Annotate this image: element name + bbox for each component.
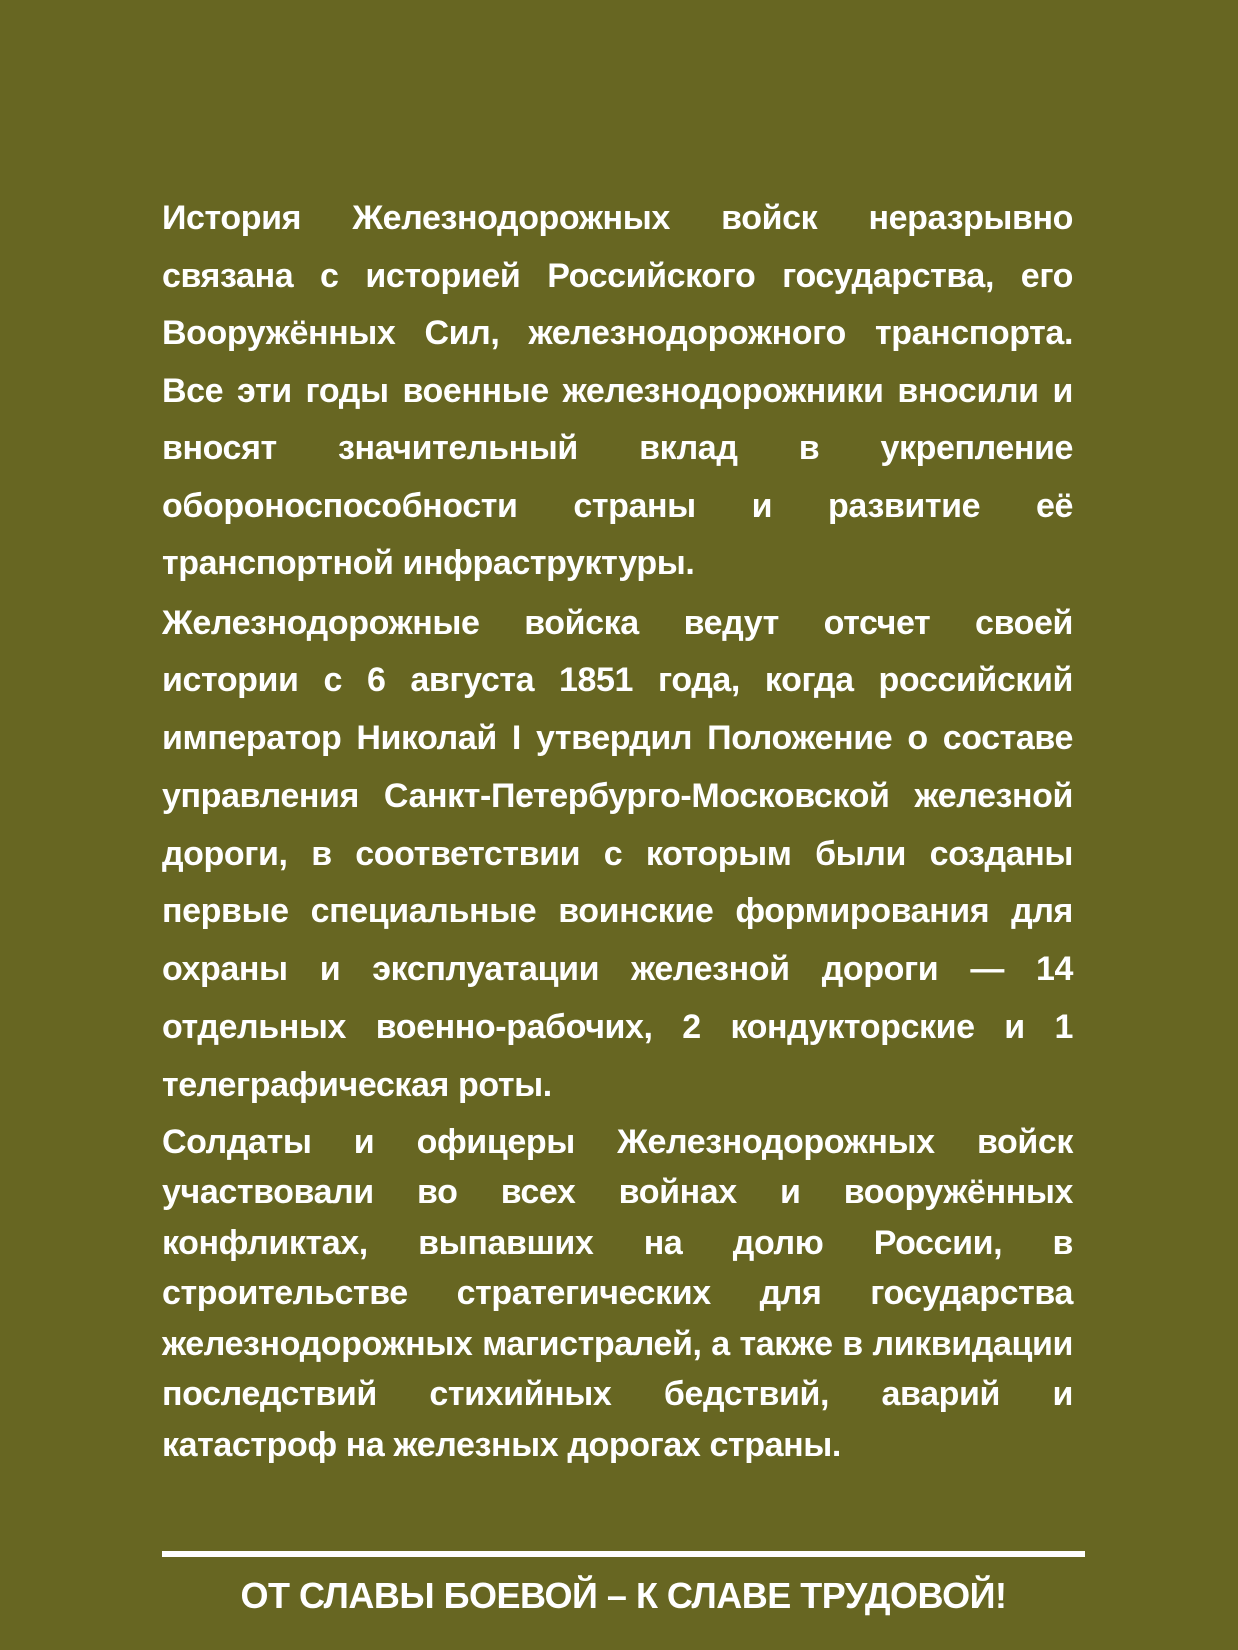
slogan-divider — [162, 1551, 1085, 1557]
paragraph-founding: Железнодорожные войска ведут отсчет своей истории с 6 августа 1851 года, когда российский император Николай I утвердил Положение о составе управления Санкт-Петербурго-Московской железной дороги, в соответствии с которым были созданы первые специальные воинские формирования для охраны и эксплуатации железной дороги — 14 отдельных военно-рабочих, 2 кондукторские и 1 телеграфическая роты. — [162, 603, 1073, 1104]
paragraph-service: Солдаты и офицеры Железнодорожных войск участвовали во всех войнах и вооружённых конфликтах, выпавших на долю России, в строительстве стратегических для государства железнодорожных магистралей, а также в ликвидации последствий стихийных бедствий, аварий и катастроф на железных дорогах страны. — [162, 1122, 1073, 1464]
main-text — [162, 190, 1073, 1470]
slogan: ОТ СЛАВЫ БОЕВОЙ – К СЛАВЕ ТРУДОВОЙ! — [240, 1575, 1007, 1616]
paragraph-history-intro: История Железнодорожных войск неразрывно связана с историей Российского государства, его Вооружённых Сил, железнодорожного транспорта. Все эти годы военные железнодорожники вносили и вносят значительный вклад в укрепление обороноспособности страны и развитие её транспортной инфраструктуры. — [162, 199, 1073, 582]
